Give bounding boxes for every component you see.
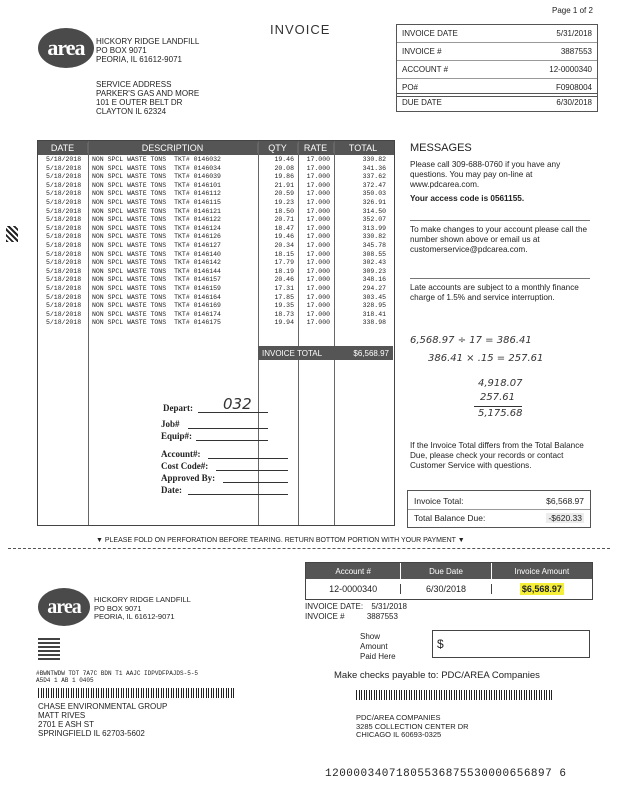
col-rate: RATE [298,143,334,153]
due-date-row: DUE DATE 6/30/2018 [402,98,592,107]
row-total: 302.43 [362,259,386,267]
service-street: 101 E OUTER BELT DR [96,98,183,107]
row-qty: 18.47 [274,224,294,232]
row-description: NON SPCL WASTE TONS TKT# 0146142 [92,259,221,267]
table-row [38,285,394,294]
balance-box [407,490,591,528]
table-row [38,208,394,217]
row-description: NON SPCL WASTE TONS TKT# 0146124 [92,224,221,232]
message-late-fee: Late accounts are subject to a monthly finance charge of 1.5% and service interruption. [410,283,579,302]
remit-due-header: Due Date [401,563,491,579]
row-description: NON SPCL WASTE TONS TKT# 0146122 [92,216,221,224]
row-rate: 17.000 [306,267,330,275]
row-total: 345.78 [362,241,386,249]
row-rate: 17.000 [306,173,330,181]
row-description: NON SPCL WASTE TONS TKT# 0146127 [92,241,221,249]
table-row [38,165,394,174]
row-rate: 17.000 [306,233,330,241]
table-row [38,302,394,311]
amount-paid-label: Show Amount Paid Here [360,632,396,661]
row-date: 5/18/2018 [46,233,82,241]
row-description: NON SPCL WASTE TONS TKT# 0146101 [92,181,221,189]
page-indicator: Page 1 of 2 [552,6,593,15]
company-city: PEORIA, IL 61612-9071 [96,55,182,64]
row-qty: 18.15 [274,250,294,258]
table-row [38,182,394,191]
row-total: 303.45 [362,293,386,301]
row-date: 5/18/2018 [46,164,82,172]
row-description: NON SPCL WASTE TONS TKT# 0146121 [92,207,221,215]
row-qty: 17.85 [274,293,294,301]
row-description: NON SPCL WASTE TONS TKT# 0146164 [92,293,221,301]
col-description: DESCRIPTION [88,143,258,153]
approved-by-label: Approved By: [161,473,216,483]
remit-account-header: Account # [306,563,401,579]
table-rows [38,156,394,328]
row-total: 341.36 [362,164,386,172]
table-row [38,276,394,285]
row-description: NON SPCL WASTE TONS TKT# 0146112 [92,190,221,198]
row-qty: 20.34 [274,241,294,249]
remit-amount-value: $6,568.97 [521,584,562,594]
table-row [38,173,394,182]
po-number-row: PO# F0908004 [402,83,592,92]
row-qty: 19.23 [274,198,294,206]
row-total: 330.82 [362,156,386,163]
balance-due-row: Total Balance Due: -$620.33 [414,513,582,523]
due-date-box [396,93,598,112]
row-date: 5/18/2018 [46,259,82,267]
table-row [38,319,394,328]
remit-summary-box [305,562,593,600]
row-rate: 17.000 [306,190,330,198]
row-rate: 17.000 [306,156,330,163]
row-qty: 18.19 [274,267,294,275]
remit-amount-header: Invoice Amount [492,563,592,579]
row-description: NON SPCL WASTE TONS TKT# 0146032 [92,156,221,163]
col-date: DATE [38,143,88,153]
row-qty: 20.59 [274,190,294,198]
depart-label: Depart: [163,403,193,413]
payable-to: Make checks payable to: PDC/AREA Companies [334,670,540,681]
row-total: 308.55 [362,250,386,258]
row-description: NON SPCL WASTE TONS TKT# 0146169 [92,302,221,310]
company-logo: area [38,28,94,68]
row-qty: 18.73 [274,310,294,318]
balance-due-value: -$620.33 [548,513,582,523]
row-description: NON SPCL WASTE TONS TKT# 0146034 [92,164,221,172]
row-rate: 17.000 [306,276,330,284]
row-total: 330.82 [362,233,386,241]
remit-due-value: 6/30/2018 [401,584,491,594]
remit-company-address: HICKORY RIDGE LANDFILL PO BOX 9071 PEORIA, IL 61612-9071 [94,595,191,621]
row-rate: 17.000 [306,207,330,215]
table-row [38,233,394,242]
row-total: 338.98 [362,319,386,327]
row-date: 5/18/2018 [46,319,82,327]
company-box: PO BOX 9071 [96,46,147,55]
invoice-header-box [396,24,598,97]
table-row [38,190,394,199]
document-title: INVOICE [270,22,331,37]
row-total: 352.07 [362,216,386,224]
row-description: NON SPCL WASTE TONS TKT# 0146126 [92,233,221,241]
company-name: HICKORY RIDGE LANDFILL [96,37,200,46]
company-address [96,37,199,64]
message-contact: Please call 309-688-0760 if you have any questions. You may pay on-line at www.pdcarea.com. [410,160,561,189]
row-total: 337.62 [362,173,386,181]
micr-line: 12000034071805536875530000656897 6 [325,768,567,780]
remit-logo: area [38,588,90,626]
row-date: 5/18/2018 [46,198,82,206]
table-row [38,216,394,225]
row-total: 328.95 [362,302,386,310]
row-total: 309.23 [362,267,386,275]
col-qty: QTY [258,143,298,153]
table-row [38,242,394,251]
handwritten-calc-1: 6,568.97 ÷ 17 = 386.41 [410,335,532,346]
row-description: NON SPCL WASTE TONS TKT# 0146115 [92,198,221,206]
row-date: 5/18/2018 [46,276,82,284]
table-row [38,225,394,234]
service-city: CLAYTON IL 62324 [96,107,167,116]
row-description: NON SPCL WASTE TONS TKT# 0146174 [92,310,221,318]
row-qty: 19.94 [274,319,294,327]
depart-handwritten: 032 [223,395,252,413]
row-date: 5/18/2018 [46,207,82,215]
scan-lines: #BWNTWDW TDT 7A7C BDN T1 AAJC IDPVDFPAJDS-5-5 A5D4 1 AB 1 0405 [36,670,199,684]
table-row [38,156,394,165]
payee-address: PDC/AREA COMPANIES 3285 COLLECTION CENTER DR CHICAGO IL 60693-0325 [356,713,469,739]
message-balance-note: If the Invoice Total differs from the Total Balance Due, please check your records or contact Customer Service with questions. [410,441,584,470]
row-description: NON SPCL WASTE TONS TKT# 0146144 [92,267,221,275]
row-rate: 17.000 [306,302,330,310]
row-rate: 17.000 [306,310,330,318]
service-name: PARKER'S GAS AND MORE [96,89,200,98]
row-date: 5/18/2018 [46,241,82,249]
message-changes: To make changes to your account please call the number shown above or email us at customerservice@pdcarea.com. [410,225,588,254]
table-row [38,251,394,260]
handwritten-calc-5: 5,175.68 [478,408,523,419]
row-rate: 17.000 [306,250,330,258]
tear-instructions: ▼ PLEASE FOLD ON PERFORATION BEFORE TEARING. RETURN BOTTOM PORTION WITH YOUR PAYMENT ▼ [96,537,465,544]
table-row [38,268,394,277]
row-total: 314.50 [362,207,386,215]
row-description: NON SPCL WASTE TONS TKT# 0146140 [92,250,221,258]
table-row [38,294,394,303]
row-qty: 17.79 [274,259,294,267]
row-qty: 21.91 [274,181,294,189]
table-row [38,311,394,320]
invoice-total-bar [258,346,393,360]
messages-panel [410,142,590,204]
row-qty: 19.35 [274,302,294,310]
row-total: 350.03 [362,190,386,198]
invoice-total-value: $6,568.97 [353,348,389,358]
invoice-total-label: INVOICE TOTAL [262,348,323,358]
row-date: 5/18/2018 [46,250,82,258]
row-qty: 20.08 [274,164,294,172]
row-qty: 20.71 [274,216,294,224]
row-qty: 19.86 [274,173,294,181]
row-total: 348.16 [362,276,386,284]
row-rate: 17.000 [306,319,330,327]
row-rate: 17.000 [306,241,330,249]
row-rate: 17.000 [306,181,330,189]
row-rate: 17.000 [306,198,330,206]
handwritten-calc-3: 4,918.07 [478,378,523,389]
row-date: 5/18/2018 [46,267,82,275]
invoice-number-row: INVOICE # 3887553 [397,43,597,61]
row-rate: 17.000 [306,216,330,224]
remit-invoice-info: INVOICE DATE: 5/31/2018 INVOICE # 3887553 [305,602,407,621]
row-qty: 17.31 [274,284,294,292]
row-date: 5/18/2018 [46,216,82,224]
job-label: Job# [161,419,180,429]
table-row [38,259,394,268]
remit-account-value: 12-0000340 [306,584,401,594]
row-total: 372.47 [362,181,386,189]
row-rate: 17.000 [306,224,330,232]
table-row [38,199,394,208]
messages-title: MESSAGES [410,142,472,154]
row-qty: 19.46 [274,233,294,241]
invoice-total-row: Invoice Total: $6,568.97 [408,491,590,510]
row-qty: 19.46 [274,156,294,163]
row-total: 313.99 [362,224,386,232]
row-date: 5/18/2018 [46,293,82,301]
date-label: Date: [161,485,182,495]
row-date: 5/18/2018 [46,302,82,310]
table-header [38,141,394,155]
row-rate: 17.000 [306,164,330,172]
row-date: 5/18/2018 [46,224,82,232]
handwritten-calc-2: 386.41 × .15 = 257.61 [428,353,544,364]
row-date: 5/18/2018 [46,181,82,189]
customer-address: CHASE ENVIRONMENTAL GROUP MATT RIVES 2701 E ASH ST SPRINGFIELD IL 62703-5602 [38,702,168,738]
row-date: 5/18/2018 [46,173,82,181]
equip-label: Equip#: [161,431,193,441]
row-description: NON SPCL WASTE TONS TKT# 0146175 [92,319,221,327]
row-description: NON SPCL WASTE TONS TKT# 0146157 [92,276,221,284]
amount-paid-input[interactable]: $ [432,630,590,658]
message-access-code: Your access code is 0561155. [410,194,525,203]
row-qty: 18.50 [274,207,294,215]
row-description: NON SPCL WASTE TONS TKT# 0146039 [92,173,221,181]
row-description: NON SPCL WASTE TONS TKT# 0146159 [92,284,221,292]
service-address [96,80,199,116]
customer-barcode [38,688,234,698]
invoice-date-row: INVOICE DATE 5/31/2018 [397,25,597,43]
row-total: 326.91 [362,198,386,206]
row-date: 5/18/2018 [46,156,82,163]
row-qty: 20.46 [274,276,294,284]
line-items-table [37,140,395,526]
col-total: TOTAL [348,143,378,153]
handwritten-calc-4: 257.61 [480,392,515,403]
qr-code [38,638,60,660]
cost-code-label: Cost Code#: [161,461,209,471]
account-number-row: ACCOUNT # 12-0000340 [397,61,597,79]
row-rate: 17.000 [306,284,330,292]
service-label: SERVICE ADDRESS [96,80,172,89]
row-rate: 17.000 [306,259,330,267]
row-rate: 17.000 [306,293,330,301]
row-date: 5/18/2018 [46,284,82,292]
payee-barcode [356,690,552,700]
row-date: 5/18/2018 [46,310,82,318]
side-code-mark [6,226,18,242]
row-date: 5/18/2018 [46,190,82,198]
row-total: 318.41 [362,310,386,318]
account-label: Account#: [161,449,201,459]
row-total: 294.27 [362,284,386,292]
